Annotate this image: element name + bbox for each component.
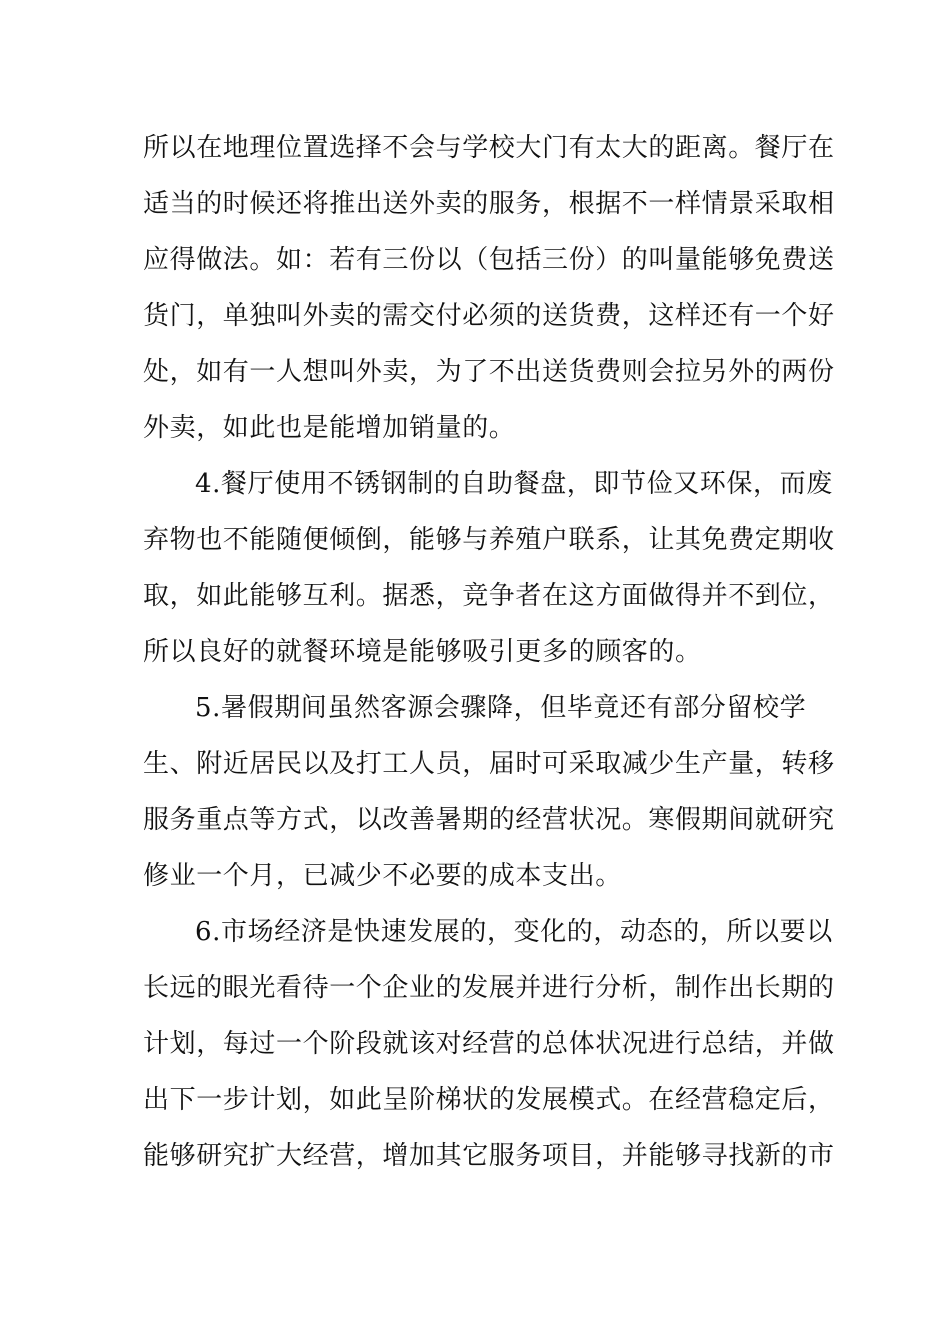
- paragraph-5-start: 5.暑假期间虽然客源会骤降，但毕竟还有部分留校学: [195, 693, 807, 723]
- text-line: 生、附近居民以及打工人员，届时可采取减少生产量，转移: [143, 749, 835, 779]
- text-line: 所以良好的就餐环境是能够吸引更多的顾客的。: [143, 637, 702, 667]
- paragraph-6-start: 6.市场经济是快速发展的，变化的，动态的，所以要以: [195, 917, 833, 947]
- text-line: 应得做法。如：若有三份以（包括三份）的叫量能够免费送: [143, 245, 835, 275]
- text-line: 长远的眼光看待一个企业的发展并进行分析，制作出长期的: [143, 973, 835, 1003]
- text-line: 所以在地理位置选择不会与学校大门有太大的距离。餐厅在: [143, 133, 835, 163]
- body-text: [143, 120, 843, 1184]
- text-line: 处，如有一人想叫外卖，为了不出送货费则会拉另外的两份: [143, 357, 835, 387]
- text-line: 修业一个月，已减少不必要的成本支出。: [143, 861, 622, 891]
- text-line: 计划，每过一个阶段就该对经营的总体状况进行总结，并做: [143, 1029, 835, 1059]
- text-line: 外卖，如此也是能增加销量的。: [143, 413, 516, 443]
- text-line: 取，如此能够互利。据悉，竞争者在这方面做得并不到位，: [143, 581, 835, 611]
- text-line: 出下一步计划，如此呈阶梯状的发展模式。在经营稳定后，: [143, 1085, 835, 1115]
- text-line: 能够研究扩大经营，增加其它服务项目，并能够寻找新的市: [143, 1141, 835, 1171]
- text-line: 适当的时候还将推出送外卖的服务，根据不一样情景采取相: [143, 189, 835, 219]
- text-line: 弃物也不能随便倾倒，能够与养殖户联系，让其免费定期收: [143, 525, 835, 555]
- text-line: 货门，单独叫外卖的需交付必须的送货费，这样还有一个好: [143, 301, 835, 331]
- text-line: 服务重点等方式，以改善暑期的经营状况。寒假期间就研究: [143, 805, 835, 835]
- paragraph-4-start: 4.餐厅使用不锈钢制的自助餐盘，即节俭又环保，而废: [195, 469, 833, 499]
